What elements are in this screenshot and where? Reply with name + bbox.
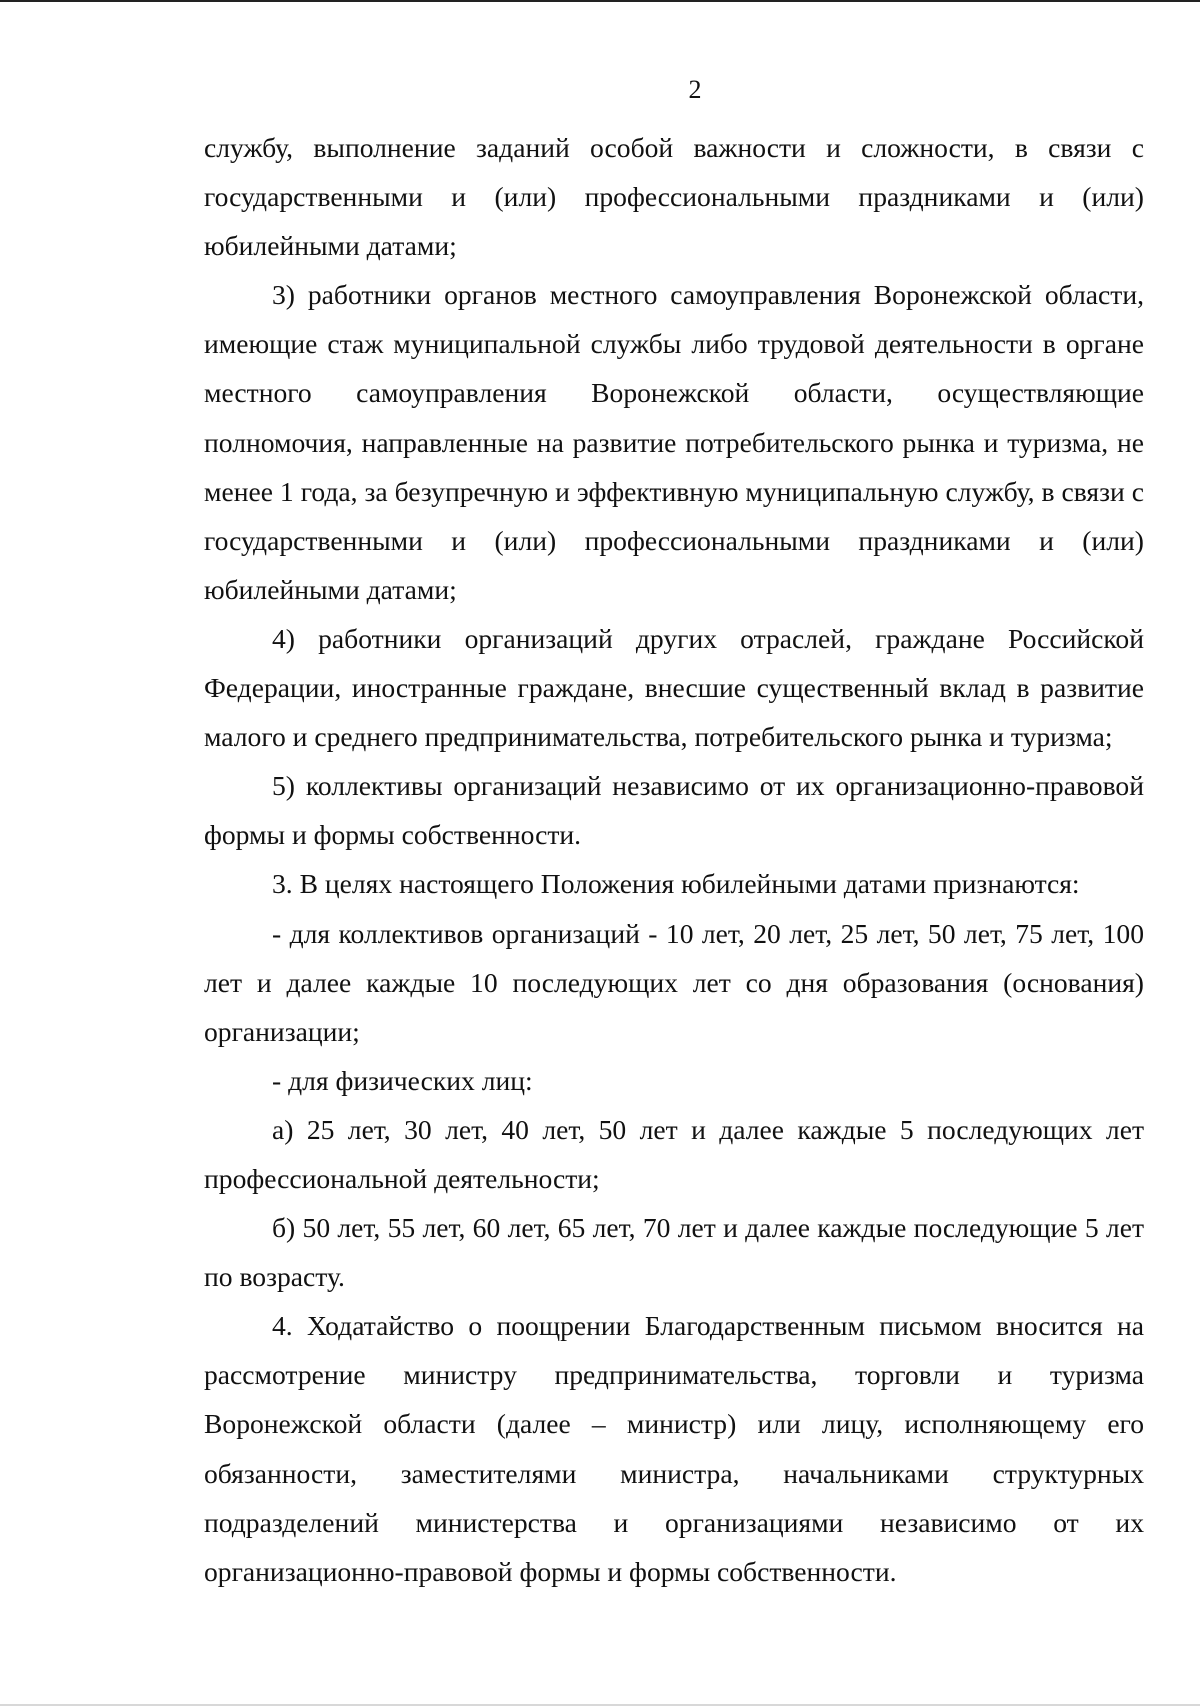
paragraph-item-4: 4) работники организаций других отраслей, граждане Российской Федерации, иностранные граждане, внесшие существенный вклад в развитие малого и среднего предпринимательства, потребительского рынка и туризма; — [204, 622, 1144, 753]
paragraph-item-5: 5) коллективы организаций независимо от их организационно-правовой формы и формы собственности. — [204, 770, 1144, 851]
paragraph-individuals-heading: - для физических лиц: — [272, 1064, 533, 1096]
paragraph-section-4: 4. Ходатайство о поощрении Благодарственным письмом вносится на рассмотрение министру предпринимательства, торговли и туризма Воронежской области (далее – министр) или лицу, исполняющему его обязанности, заместителями министра, начальниками структурных подразделений министерства и организациями независимо от их организационно-правовой формы и формы собственности. — [204, 1310, 1144, 1587]
paragraph-item-3: 3) работники органов местного самоуправления Воронежской области, имеющие стаж муниципальной службы либо трудовой деятельности в органе местного самоуправления Воронежской области, осуществляющие полномочия, направленные на развитие потребительского рынка и туризма, не менее 1 года, за безупречную и эффективную муниципальную службу, в связи с государственными и (или) профессиональными праздниками и (или) юбилейными датами; — [204, 279, 1144, 605]
paragraph-collectives-dates: - для коллективов организаций - 10 лет, 20 лет, 25 лет, 50 лет, 75 лет, 100 лет и далее каждые 10 последующих лет со дня образования (основания) организации; — [204, 917, 1144, 1047]
paragraph-section-3: 3. В целях настоящего Положения юбилейными датами признаются: — [272, 868, 1080, 900]
page-number: 2 — [688, 75, 702, 104]
paragraph-item-b: б) 50 лет, 55 лет, 60 лет, 65 лет, 70 лет и далее каждые последующие 5 лет по возрасту. — [204, 1212, 1144, 1293]
paragraph-continuation: службу, выполнение заданий особой важности и сложности, в связи с государственными и (или) профессиональными праздниками и (или) юбилейными датами; — [204, 132, 1144, 262]
document-body — [204, 123, 1144, 1596]
scan-edge-top — [0, 0, 1200, 2]
paragraph-item-a: а) 25 лет, 30 лет, 40 лет, 50 лет и далее каждые 5 последующих лет профессиональной деятельности; — [204, 1113, 1144, 1194]
